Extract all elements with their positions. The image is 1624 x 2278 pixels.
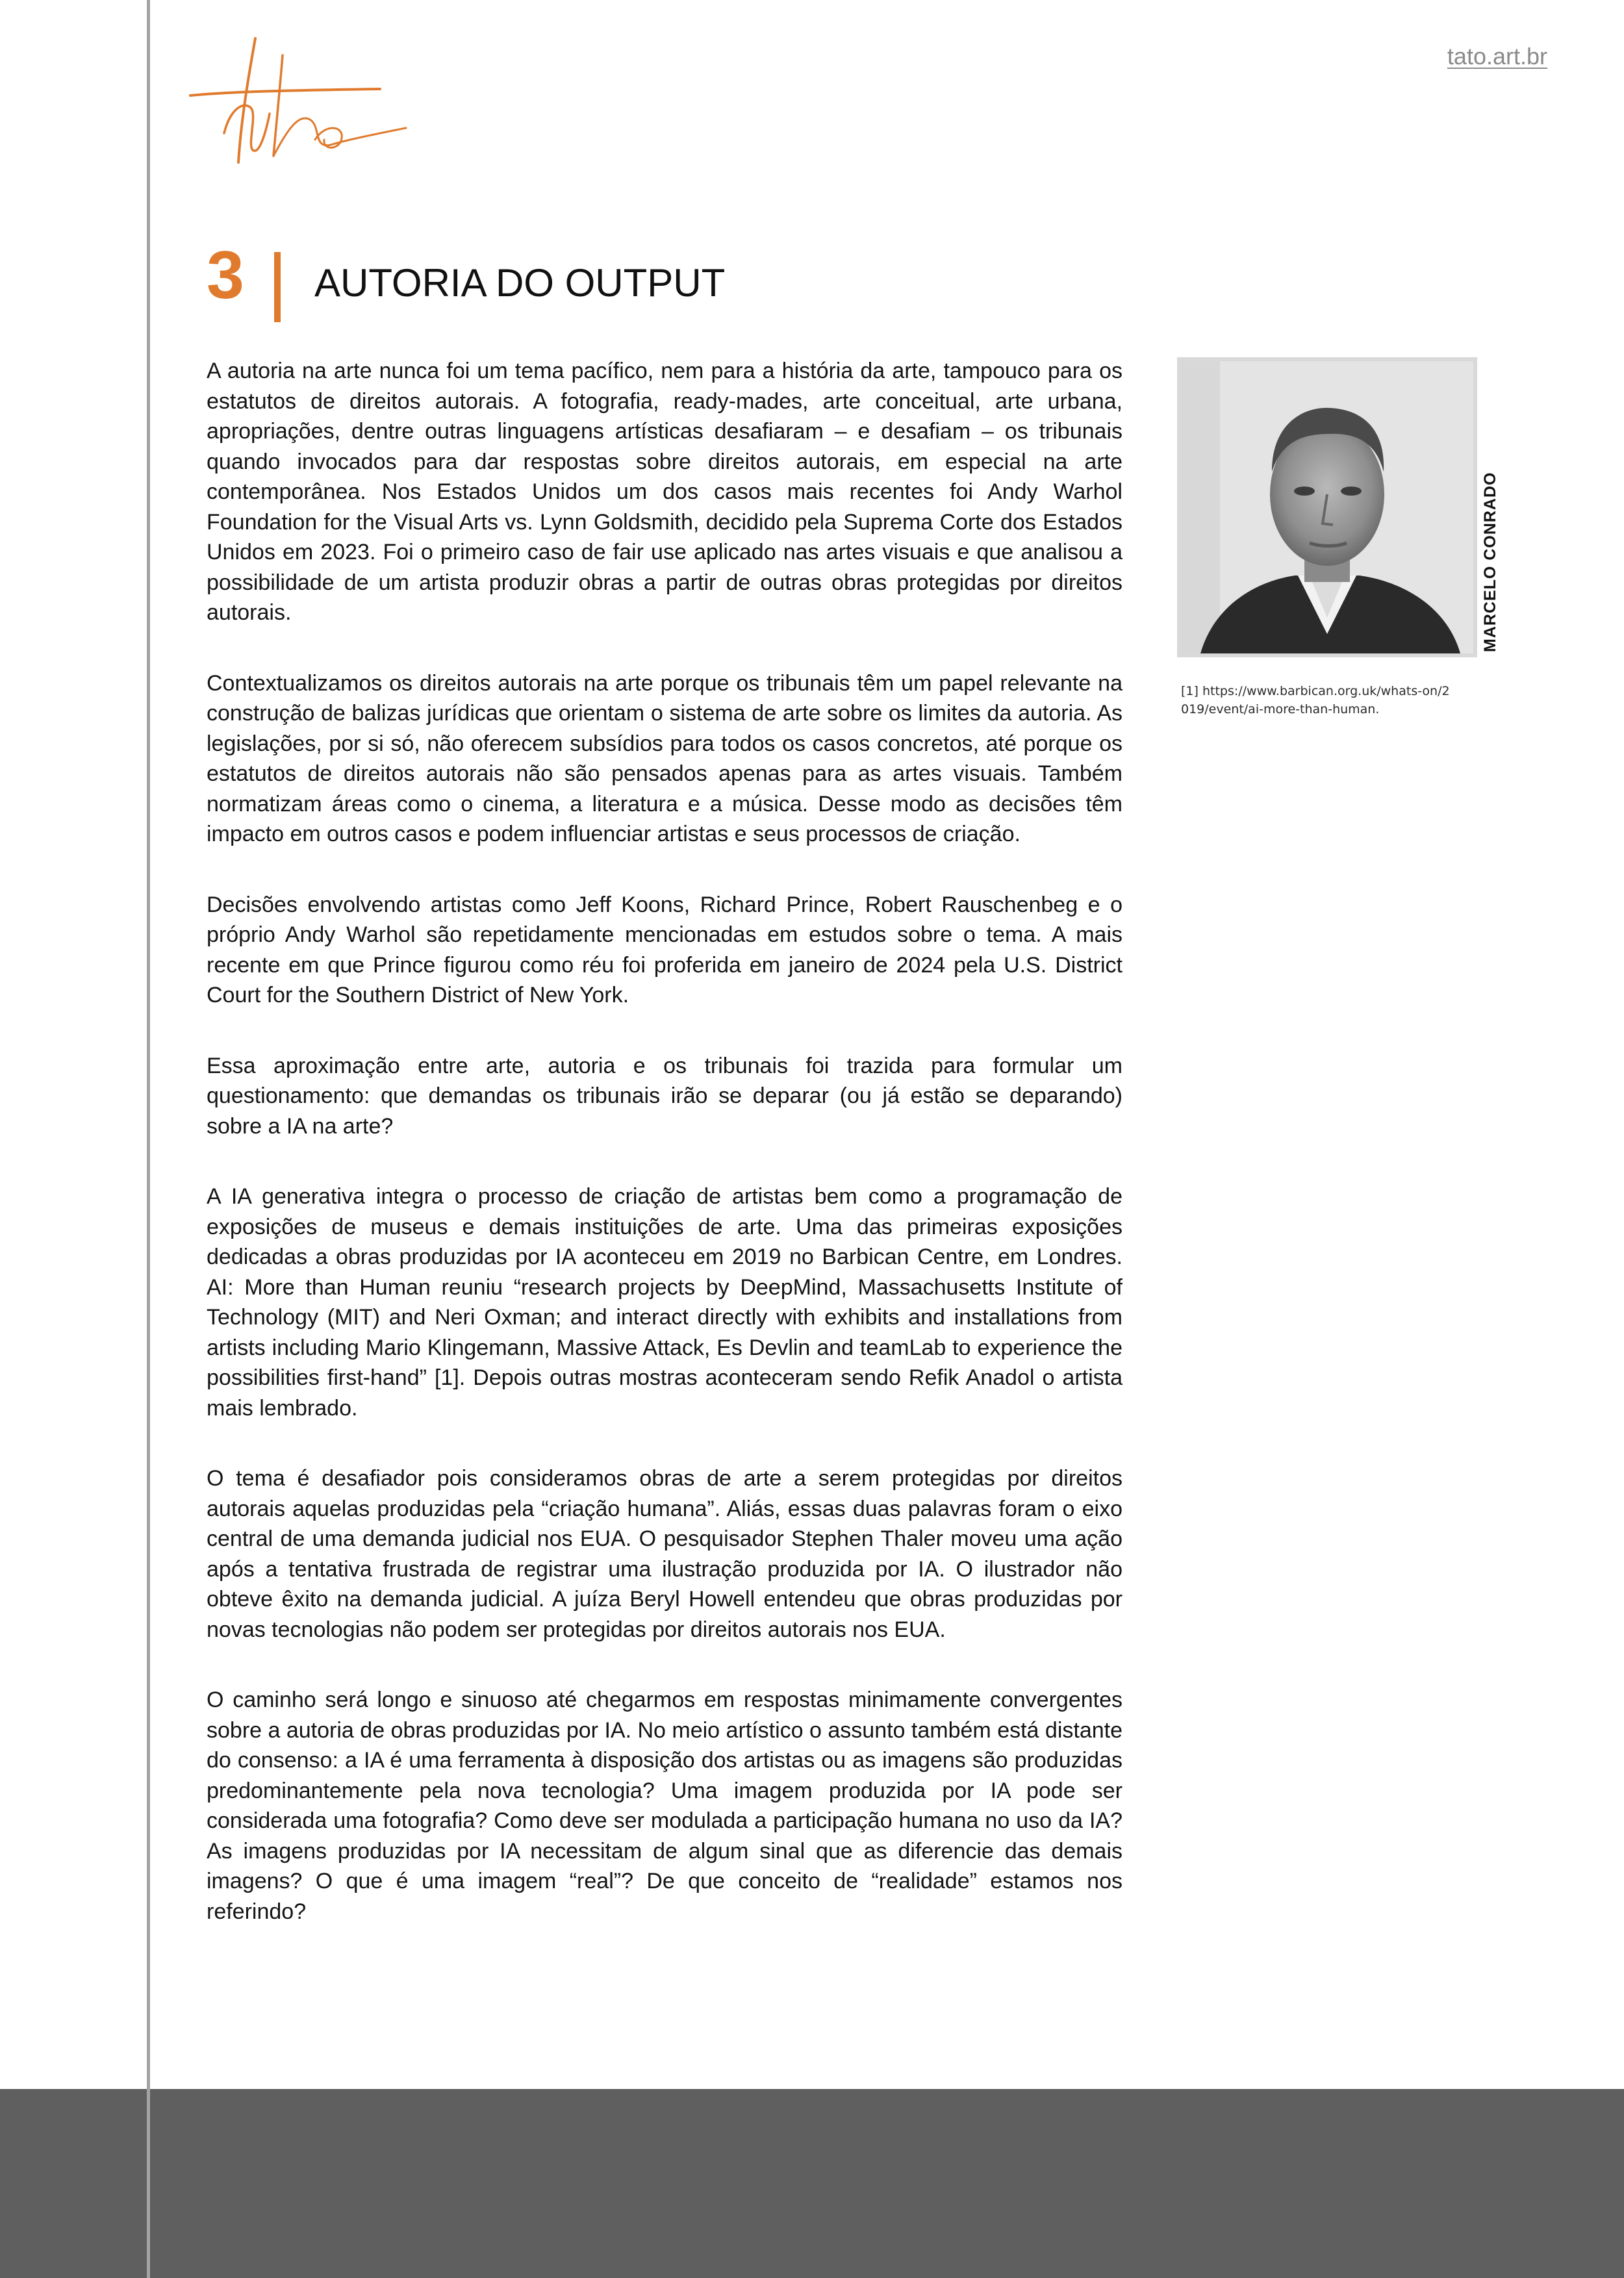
photo-credit: MARCELO CONRADO <box>1481 472 1499 652</box>
section-number: 3 <box>207 238 244 313</box>
body-paragraph: A autoria na arte nunca foi um tema pacífico, nem para a história da arte, tampouco para os estatutos de direitos autorais. A fotografia, ready-mades, arte conceitual, arte urbana, apropriações, dentre outras linguagens artísticas desafiaram – e desafiam – os tribunais quando invocados para dar respostas sobre direitos autorais, em especial na arte contemporânea. Nos Estados Unidos um dos casos mais recentes foi Andy Warhol Foundation for the Visual Arts vs. Lynn Goldsmith, decidido pela Suprema Corte dos Estados Unidos em 2023. Foi o primeiro caso de fair use aplicado nas artes visuais e que analisou a possibilidade de um artista produzir obras a partir de outras obras protegidas por direitos autorais. <box>207 359 1123 625</box>
article-body <box>207 356 1123 1967</box>
body-paragraph: O tema é desafiador pois consideramos obras de arte a serem protegidas por direitos autorais aquelas produzidas pela “criação humana”. Aliás, essas duas palavras foram o eixo central de uma demanda judicial nos EUA. O pesquisador Stephen Thaler moveu uma ação após a tentativa frustrada de registrar uma ilustração produzida por IA. O ilustrador não obteve êxito na demanda judicial. A juíza Beryl Howell entendeu que obras produzidas por novas tecnologias não podem ser protegidas por direitos autorais nos EUA. <box>207 1466 1123 1642</box>
author-portrait <box>1177 357 1477 657</box>
body-paragraph: Decisões envolvendo artistas como Jeff Koons, Richard Prince, Robert Rauschenbeg e o próprio Andy Warhol são repetidamente mencionadas em estudos sobre o tema. A mais recente em que Prince figurou como réu foi proferida em janeiro de 2024 pela U.S. District Court for the Southern District of New York. <box>207 892 1123 1007</box>
footnote: [1] https://www.barbican.org.uk/whats-on/2019/event/ai-more-than-human. <box>1181 684 1450 716</box>
site-url-link[interactable]: tato.art.br <box>1447 43 1547 70</box>
section-title-bar <box>274 252 281 322</box>
footer-band <box>0 2089 1624 2278</box>
body-paragraph: Essa aproximação entre arte, autoria e os tribunais foi trazida para formular um questionamento: que demandas os tribunais irão se deparar (ou já estão se deparando) sobre a IA na arte? <box>207 1053 1123 1139</box>
tato-logo <box>185 36 445 172</box>
body-paragraph: A IA generativa integra o processo de criação de artistas bem como a programação de exposições de museus e demais instituições de arte. Uma das primeiras exposições dedicadas a obras produzidas por IA aconteceu em 2019 no Barbican Centre, em Londres. AI: More than Human reuniu “research projects by DeepMind, Massachusetts Institute of Technology (MIT) and Neri Oxman; and interact directly with exhibits and installations from artists including Mario Klingemann, Massive Attack, Es Devlin and teamLab to experience the possibilities first-hand” [1]. Depois outras mostras aconteceram sendo Refik Anadol o artista mais lembrado. <box>207 1184 1123 1421</box>
section-title: AUTORIA DO OUTPUT <box>314 261 726 305</box>
body-paragraph: O caminho será longo e sinuoso até chegarmos em respostas minimamente convergentes sobre a autoria de obras produzidas por IA. No meio artístico o assunto também está distante do consenso: a IA é uma ferramenta à disposição dos artistas ou as imagens são produzidas predominantemente pela nova tecnologia? Uma imagem produzida por IA pode ser considerada uma fotografia? Como deve ser modulada a participação humana no uso da IA? As imagens produzidas por IA necessitam de algum sinal que as diferencie das demais imagens? O que é uma imagem “real”? De que conceito de “realidade” estamos nos referindo? <box>207 1688 1123 1924</box>
body-paragraph: Contextualizamos os direitos autorais na arte porque os tribunais têm um papel relevante na construção de balizas jurídicas que orientam o sistema de arte sobre os limites da autoria. As legislações, por si só, não oferecem subsídios para todos os casos concretos, até porque os estatutos de direitos autorais não são pensados apenas para as artes visuais. Também normatizam áreas como o cinema, a literatura e a música. Desse modo as decisões têm impacto em outros casos e podem influenciar artistas e seus processos de criação. <box>207 670 1123 846</box>
margin-rule <box>147 0 150 2278</box>
